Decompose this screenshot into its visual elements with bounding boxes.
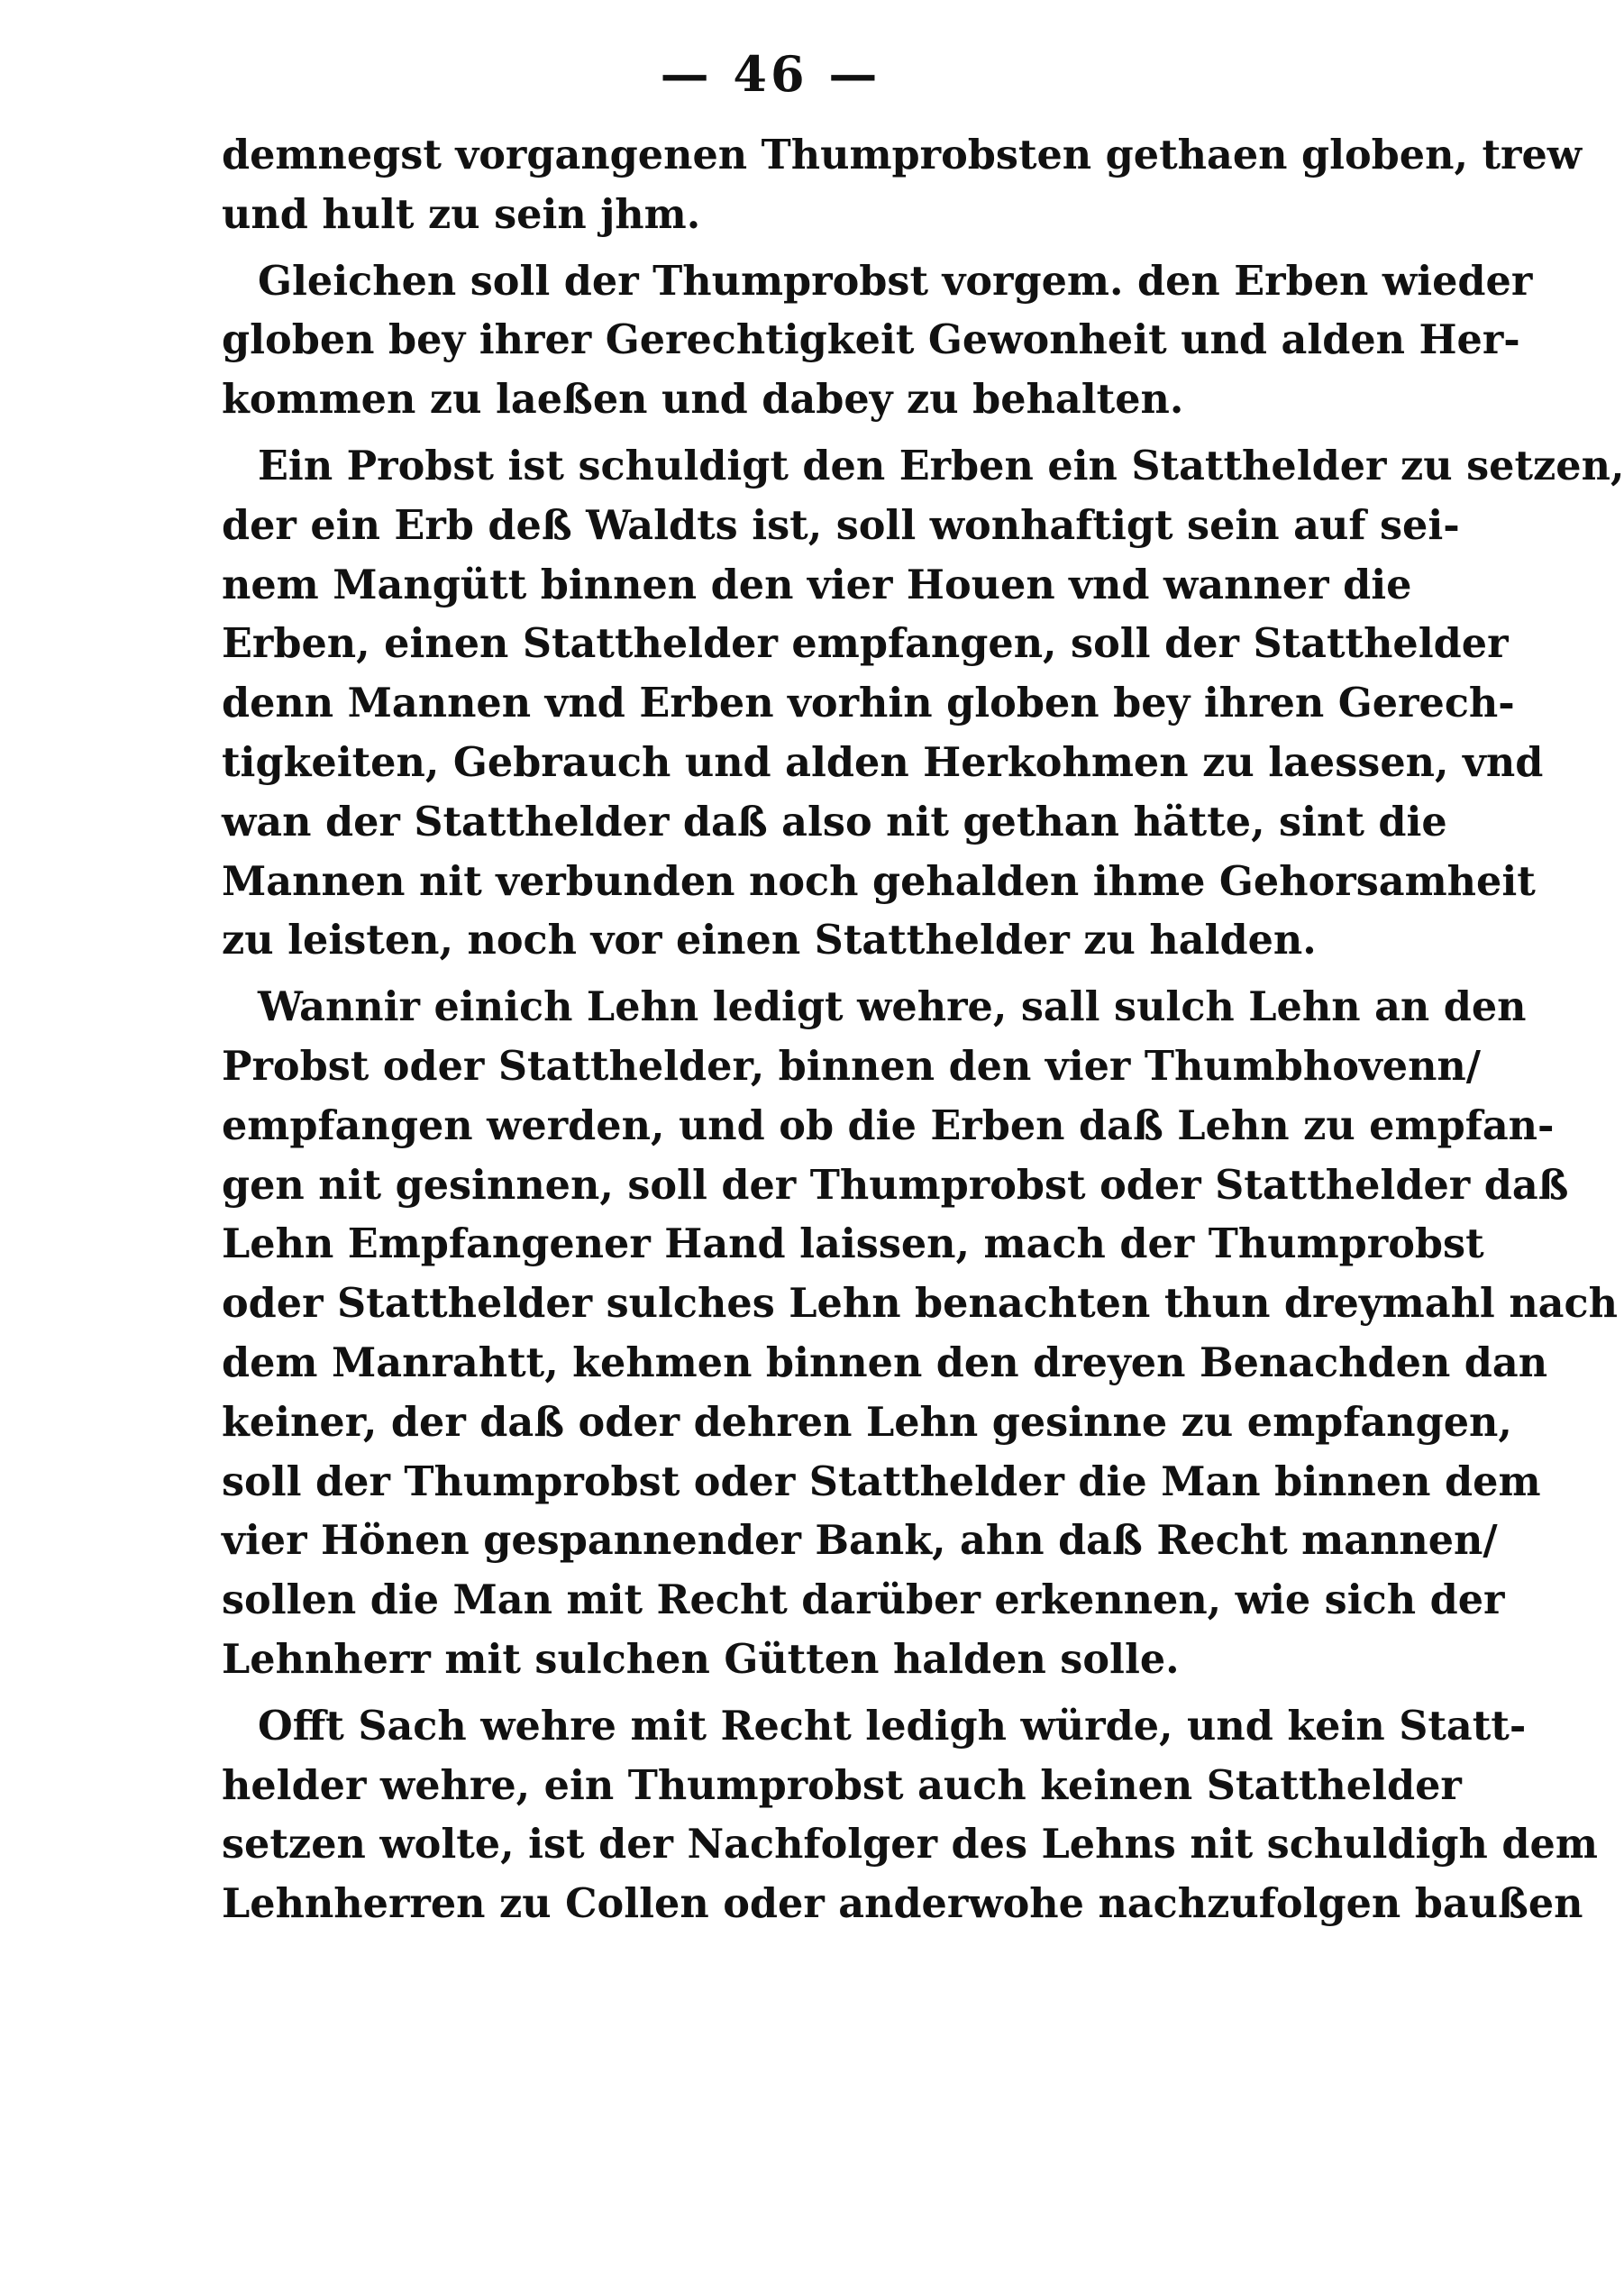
body-text — [222, 126, 1624, 1934]
text-line: keiner, der daß oder dehren Lehn gesinne zu empfangen, — [222, 1398, 1512, 1446]
text-line: Probst oder Statthelder, binnen den vier Thumbhovenn/ — [222, 1042, 1482, 1090]
text-line: Gleichen soll der Thumprobst vorgem. den Erben wieder — [258, 257, 1533, 305]
text-line: tigkeiten, Gebrauch und alden Herkohmen zu laessen, vnd — [222, 738, 1544, 786]
text-line: Lehnherr mit sulchen Gütten halden solle. — [222, 1635, 1180, 1683]
text-line: oder Statthelder sulches Lehn benachten thun dreymahl nach — [222, 1280, 1618, 1328]
paragraph-5 — [222, 1697, 1598, 1934]
text-line: vier Hönen gespannender Bank, ahn daß Recht mannen/ — [222, 1517, 1498, 1565]
paragraph-3 — [222, 437, 1624, 971]
text-line: Lehnherren zu Collen oder anderwohe nachzufolgen baußen — [222, 1880, 1583, 1928]
text-line: Erben, einen Statthelder empfangen, soll der Statthelder — [222, 620, 1509, 668]
text-line: wan der Statthelder daß also nit gethan hätte, sint die — [222, 798, 1447, 845]
text-line: gen nit gesinnen, soll der Thumprobst oder Statthelder daß — [222, 1161, 1569, 1209]
text-line: demnegst vorgangenen Thumprobsten gethaen globen, trew — [222, 132, 1583, 178]
text-line: empfangen werden, und ob die Erben daß Lehn zu empfan- — [222, 1101, 1555, 1149]
text-line: Offt Sach wehre mit Recht ledigh würde, und kein Statt- — [258, 1702, 1527, 1750]
page-number: — 46 — — [660, 45, 881, 103]
text-line: helder wehre, ein Thumprobst auch keinen Statthelder — [222, 1761, 1462, 1809]
paragraph-4 — [222, 978, 1618, 1690]
text-line: Ein Probst ist schuldigt den Erben ein Statthelder zu setzen, — [258, 442, 1624, 489]
text-line: der ein Erb deß Waldts ist, soll wonhaftigt sein auf sei- — [222, 501, 1460, 549]
paragraph-1 — [222, 126, 1583, 245]
text-line: globen bey ihrer Gerechtigkeit Gewonheit und alden Her- — [222, 316, 1520, 364]
text-line: zu leisten, noch vor einen Statthelder zu halden. — [222, 917, 1317, 964]
text-line: denn Mannen vnd Erben vorhin globen bey ihren Gerech- — [222, 680, 1515, 727]
text-line: und hult zu sein jhm. — [222, 190, 701, 238]
text-line: Wannir einich Lehn ledigt wehre, sall sulch Lehn an den — [258, 983, 1527, 1031]
text-line: sollen die Man mit Recht darüber erkennen, wie sich der — [222, 1576, 1505, 1624]
paragraph-2 — [222, 252, 1533, 430]
text-line: Mannen nit verbunden noch gehalden ihme Gehorsamheit — [222, 857, 1536, 905]
text-line: soll der Thumprobst oder Statthelder die Man binnen dem — [222, 1457, 1541, 1505]
text-line: nem Mangütt binnen den vier Houen vnd wanner die — [222, 561, 1412, 608]
text-line: Lehn Empfangener Hand laissen, mach der Thumprobst — [222, 1220, 1484, 1268]
text-line: dem Manrahtt, kehmen binnen den dreyen Benachden dan — [222, 1339, 1548, 1386]
text-line: setzen wolte, ist der Nachfolger des Lehns nit schuldigh dem — [222, 1821, 1598, 1868]
text-line: kommen zu laeßen und dabey zu behalten. — [222, 376, 1184, 424]
